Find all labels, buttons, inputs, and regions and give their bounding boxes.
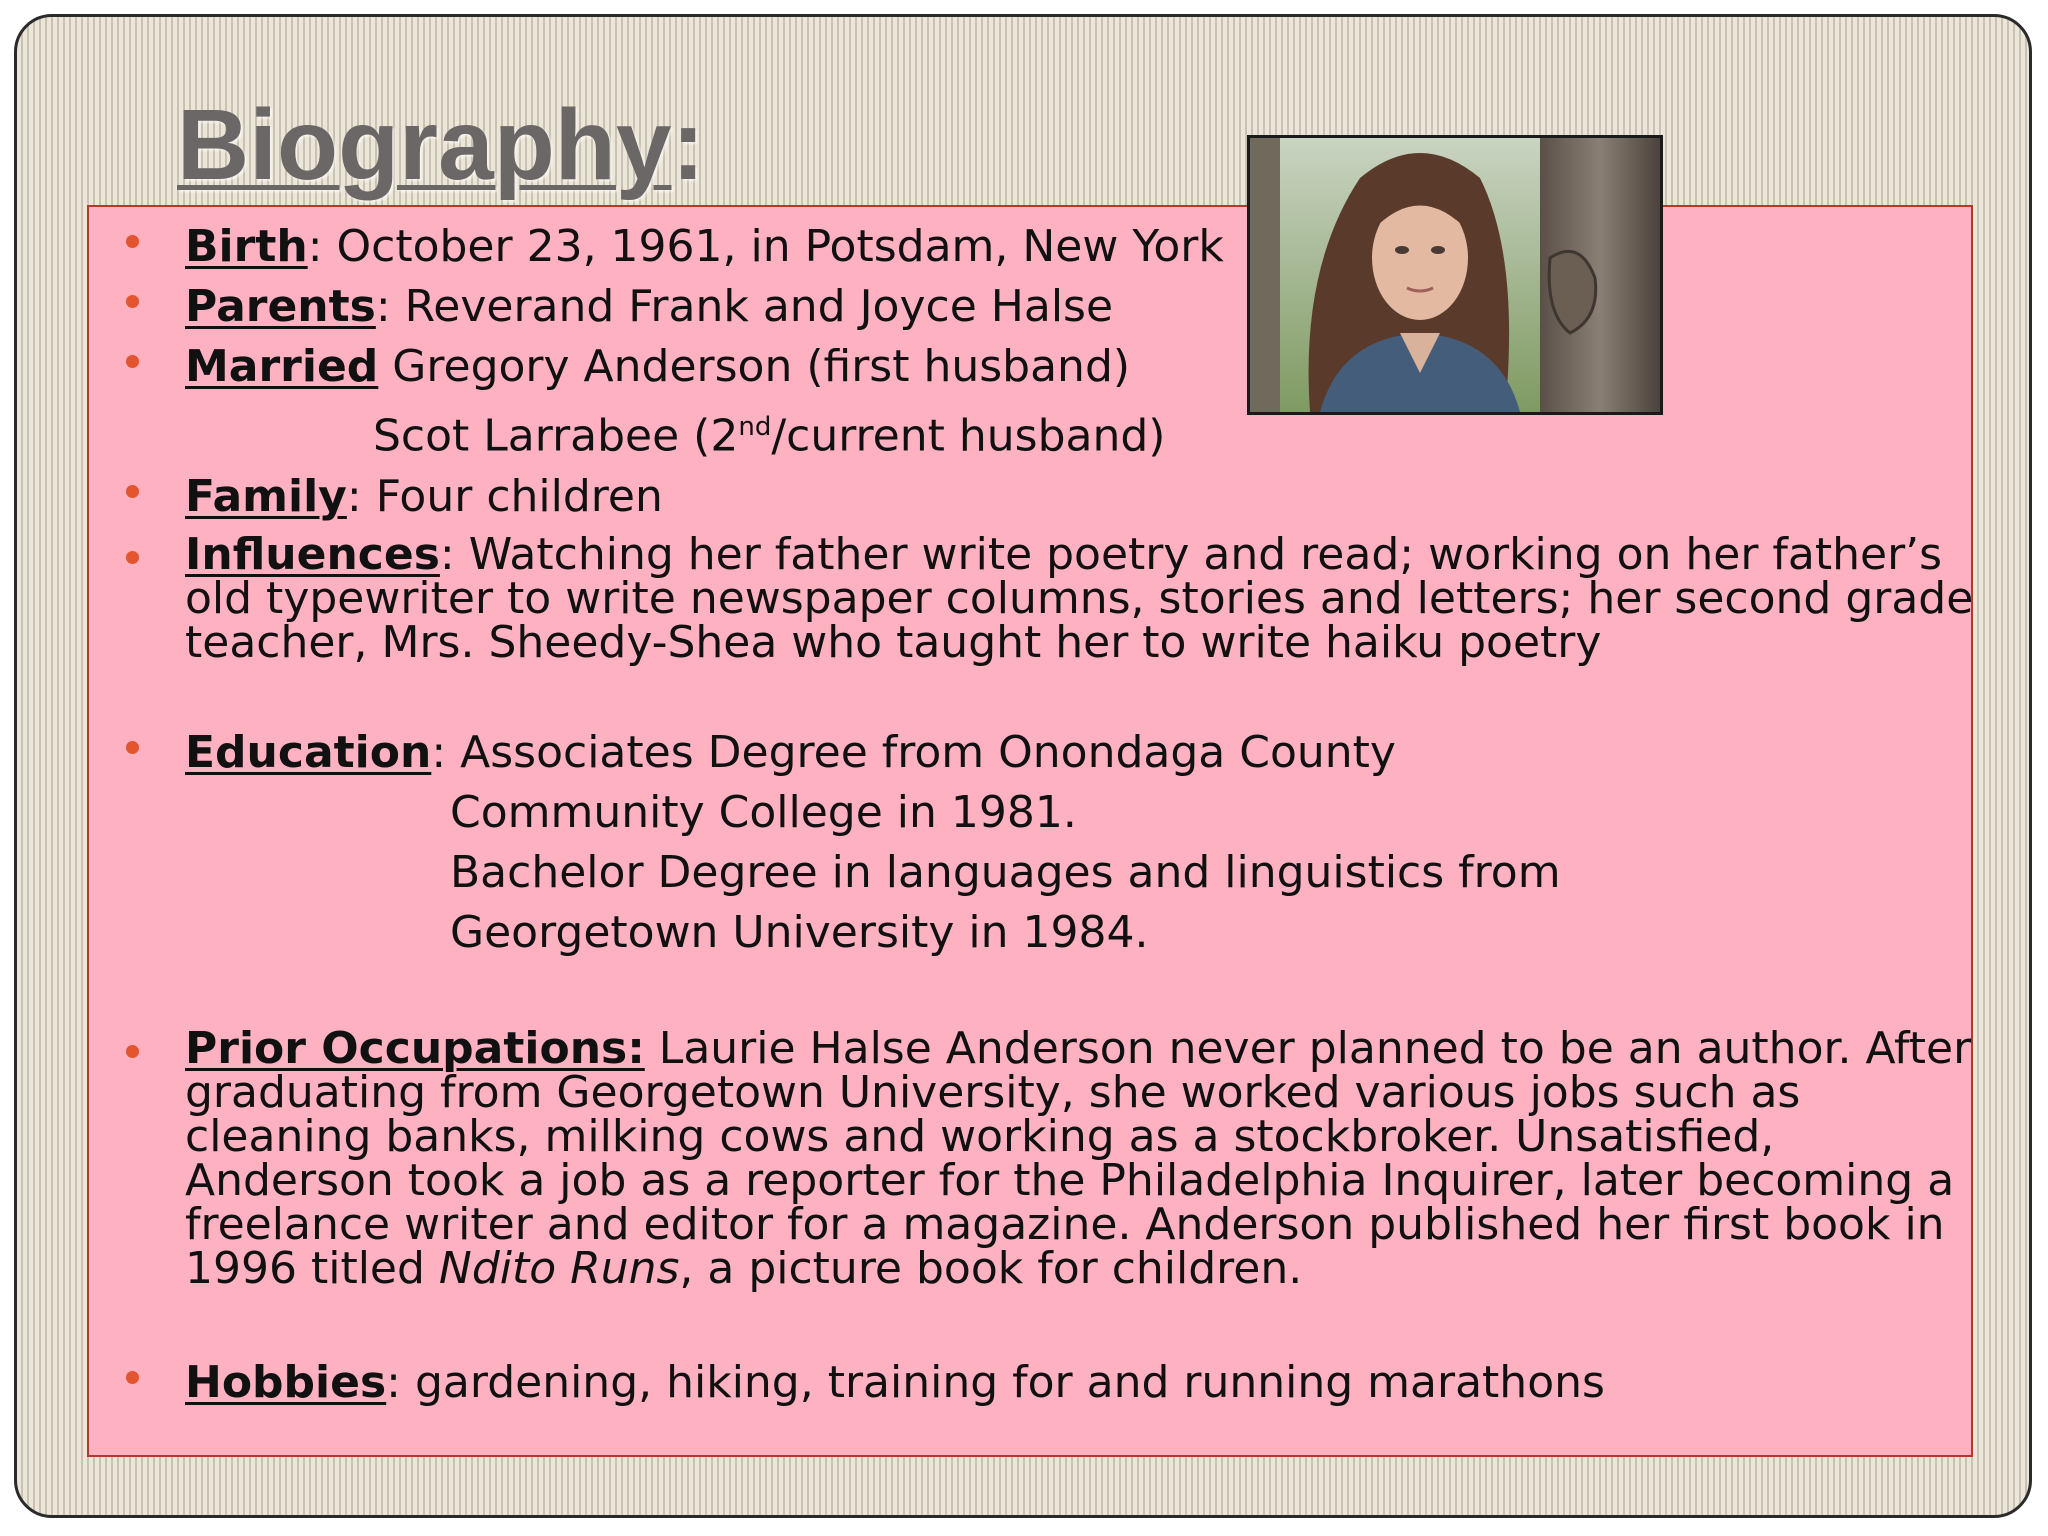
- title-word: Biography: [177, 89, 672, 201]
- bullet-dot: [126, 1371, 139, 1384]
- bullet-dot: [126, 485, 139, 498]
- slide: [14, 14, 2032, 1518]
- influences-para: [185, 528, 1993, 668]
- family-sep: :: [346, 470, 362, 522]
- married-cont-pre: Scot Larrabee (2: [373, 410, 739, 462]
- influences-label: Influences: [185, 528, 440, 580]
- parents-sep: :: [375, 281, 391, 332]
- family-label: Family: [185, 470, 347, 522]
- bullet-married: [113, 337, 1993, 467]
- bullet-parents: [113, 277, 1993, 337]
- birth-text: October 23, 1961, in Potsdam, New York: [322, 221, 1224, 272]
- hobbies-label: Hobbies: [185, 1356, 387, 1408]
- education-sep: :: [431, 726, 447, 778]
- bullet-birth: [113, 217, 1993, 277]
- influences-sep: :: [439, 528, 455, 580]
- education-cont-3: Georgetown University in 1984.: [450, 906, 1149, 958]
- bullet-dot: [126, 235, 139, 248]
- slide-title: [177, 89, 705, 201]
- bullet-prior-occupations: [113, 1022, 1993, 1294]
- occupations-label: Prior Occupations:: [185, 1022, 645, 1074]
- bullet-family: [113, 467, 1993, 527]
- hobbies-sep: :: [386, 1356, 401, 1408]
- hobbies-text: gardening, hiking, training for and running marathons: [401, 1356, 1605, 1408]
- bullet-dot: [126, 741, 139, 754]
- birth-label: Birth: [185, 221, 308, 272]
- parents-text: Reverand Frank and Joyce Halse: [390, 281, 1114, 332]
- bullet-hobbies: [113, 1353, 1993, 1413]
- title-colon: :: [671, 89, 705, 201]
- married-text: Gregory Anderson (first husband): [378, 341, 1131, 392]
- education-cont-2: Bachelor Degree in languages and linguistics from: [450, 846, 1561, 898]
- married-cont-post: /current husband): [771, 410, 1166, 462]
- education-cont-1: Community College in 1981.: [450, 786, 1077, 838]
- bullet-dot: [126, 1045, 139, 1058]
- occupations-para: [185, 1022, 1993, 1294]
- bullet-list: [113, 217, 1993, 1413]
- bullet-influences: [113, 528, 1993, 668]
- bullet-dot: [126, 551, 139, 564]
- married-label: Married: [185, 341, 379, 392]
- occupations-text: Laurie Halse Anderson never planned to be an author. After graduating from Georgetown University, she worked various jobs such as cleaning banks, milking cows and working as a stockbroker. Unsatisfied, Anderson took a job as a reporter for the Philadelphia Inquirer, later becoming a freelance writer and editor for a magazine. Anderson published her first book in 1996 titled: [185, 1022, 1972, 1294]
- occupations-text-end: , a picture book for children.: [679, 1242, 1303, 1294]
- influences-text: Watching her father write poetry and read; working on her father’s old typewriter to write newspaper columns, stories and letters; her second grade teacher, Mrs. Sheedy-Shea who taught her to write haiku poetry: [185, 528, 1974, 668]
- birth-sep: :: [307, 221, 323, 272]
- education-label: Education: [185, 726, 432, 778]
- author-portrait-image: [1250, 138, 1660, 412]
- married-continuation: [185, 397, 1993, 467]
- education-text: Associates Degree from Onondaga County: [446, 726, 1396, 778]
- bullet-dot: [126, 355, 139, 368]
- occupations-book-title: Ndito Runs: [438, 1242, 680, 1294]
- bullet-dot: [126, 295, 139, 308]
- family-text: Four children: [361, 470, 663, 522]
- bullet-education: [113, 723, 1993, 963]
- parents-label: Parents: [185, 281, 376, 332]
- author-photo: [1247, 135, 1663, 415]
- married-cont-sup: nd: [738, 412, 772, 442]
